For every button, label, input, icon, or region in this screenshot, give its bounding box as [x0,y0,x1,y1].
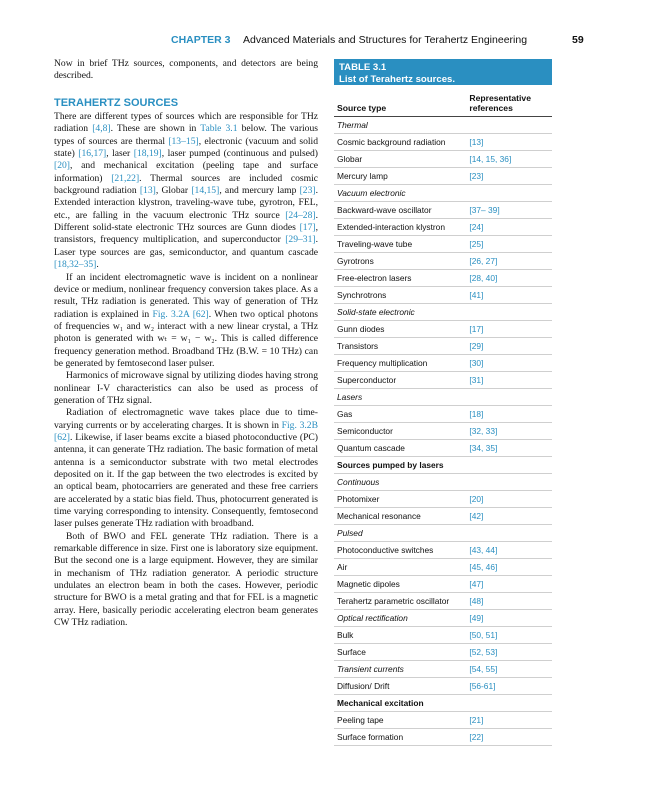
sources-table [334,59,552,746]
paragraph-text: If an incident electromagnetic wave is incident on a nonlinear device or medium, nonlinear frequency conversion takes place. As a result, THz radiation is generated. This way of generation of THz radiation is explained in [54,271,318,320]
cell-source-type: Free-electron lasers [337,273,412,283]
cell-references: [31] [469,375,484,385]
citation-link[interactable]: Table 3.1 [200,123,238,135]
citation-link[interactable]: Fig. 3.2A [152,308,190,320]
table-row [334,559,552,576]
paragraph-text: , laser [106,148,134,160]
citation-link[interactable]: [13] [139,185,156,197]
chapter-label: CHAPTER 3 [171,34,231,46]
cell-references: [28, 40] [469,273,498,283]
paragraph-text: . Extended interaction klystron, traveling-wave tube, gyrotron, FEL, etc., are falling in the vacuum electronic THz source [54,185,318,221]
table-row [334,304,552,321]
intro-paragraph: Now in brief THz sources, components, and detectors are being described. [54,58,318,82]
citation-link[interactable]: [23] [299,185,316,197]
cell-references: [22] [469,732,484,742]
table-row [334,355,552,372]
cell-source-type: Bulk [337,630,354,640]
cell-source-type: Transient currents [337,664,404,674]
citation-link[interactable]: [24–28] [285,209,316,221]
citation-link[interactable]: [13–15] [168,135,199,147]
chapter-title: Advanced Materials and Structures for Terahertz Engineering [243,34,528,46]
paragraph-text: . Different solid-state electronic THz sources are Gunn diodes [54,209,318,234]
table-row [334,440,552,457]
table-body [334,117,552,746]
cell-references: [43, 44] [469,545,498,555]
table-row [334,134,552,151]
paragraph-text: , laser pumped (continuous and pulsed) [161,148,318,160]
cell-source-type: Photomixer [337,494,380,504]
cell-references: [20] [469,494,484,504]
table-row [334,117,552,134]
cell-references: [56-61] [469,681,496,691]
cell-references: [13] [469,137,484,147]
cell-references [469,460,549,470]
cell-references: [32, 33] [469,426,498,436]
cell-source-type: Gas [337,409,353,419]
cell-source-type: Continuous [337,477,380,487]
cell-references: [23] [469,171,484,181]
cell-references: [25] [469,239,484,249]
table-row [334,525,552,542]
table-caption [334,59,552,85]
cell-source-type: Diffusion/ Drift [337,681,390,691]
cell-references: [45, 46] [469,562,498,572]
cell-references: [18] [469,409,484,419]
cell-references: [41] [469,290,484,300]
paragraph-text: , Globar [155,185,192,197]
cell-references: [29] [469,341,484,351]
citation-link[interactable]: [17] [299,222,316,234]
paragraph-5: Both of BWO and FEL generate THz radiation. There is a remarkable difference in size. First one is laboratory size equipment. But the second one is a large equipment. However, they are similar in mechanism of THz radiation generator. A periodic structure undulates an electron beam in both the cases. However, periodic structure for BWO is a metal grating and that for FEL is a magnetic array. Here, basically periodic accelerating electron beam generates CW THz radiation. [54,530,318,629]
cell-source-type: Mechanical excitation [337,698,424,708]
cell-source-type: Mercury lamp [337,171,388,181]
table-row [334,389,552,406]
cell-references [469,120,549,130]
citation-link[interactable]: [29–31] [285,234,316,246]
col-header-refs: Representative references [469,93,531,113]
table-row [334,627,552,644]
table-label: TABLE 3.1 [339,62,387,73]
cell-source-type: Backward-wave oscillator [337,205,432,215]
table-row [334,610,552,627]
table-title: List of Terahertz sources. [339,74,456,85]
cell-source-type: Sources pumped by lasers [337,460,444,470]
table-row [334,576,552,593]
cell-source-type: Magnetic dipoles [337,579,400,589]
cell-source-type: Cosmic background radiation [337,137,446,147]
cell-source-type: Traveling-wave tube [337,239,413,249]
page-number: 59 [572,34,584,46]
cell-source-type: Solid-state electronic [337,307,415,317]
cell-references: [52, 53] [469,647,498,657]
running-header [0,34,648,48]
cell-source-type: Optical rectification [337,613,408,623]
cell-source-type: Pulsed [337,528,363,538]
cell-source-type: Synchrotrons [337,290,387,300]
table-row [334,270,552,287]
cell-source-type: Thermal [337,120,368,130]
table-row [334,253,552,270]
table-header-row [334,85,552,117]
table-row [334,491,552,508]
table-row [334,593,552,610]
paragraph-text: , transistors, frequency multiplication, and superconductor [54,222,318,246]
table-row [334,661,552,678]
paragraph-text: , and mercury lamp [219,185,300,197]
cell-references: [47] [469,579,484,589]
table-row [334,712,552,729]
cell-references [469,477,549,487]
paragraph-text: below. The various types of sources are thermal [54,123,319,147]
cell-source-type: Mechanical resonance [337,511,421,521]
col-header-source: Source type [337,103,387,113]
citation-link[interactable]: [18,32–35] [54,259,97,271]
paragraph-text: , and mechanical excitation (peeling tape and surface information) [54,160,318,184]
cell-source-type: Semiconductor [337,426,393,436]
cell-references: [37– 39] [469,205,500,215]
cell-source-type: Lasers [337,392,363,402]
paragraph-text: . Laser type sources are gas, semiconductor, and quantum cascade [54,234,318,258]
citation-link[interactable]: [14,15] [191,185,220,197]
paragraph-text: , electronic (vacuum and solid state) [54,135,318,160]
cell-references: [42] [469,511,484,521]
table-row [334,236,552,253]
paragraph-4 [54,407,318,530]
cell-references: [48] [469,596,484,606]
table-row [334,321,552,338]
table-row [334,219,552,236]
cell-references [469,528,549,538]
cell-source-type: Surface formation [337,732,404,742]
table-row [334,372,552,389]
cell-source-type: Surface [337,647,366,657]
cell-references: [49] [469,613,484,623]
citation-link[interactable]: [16,17] [78,148,107,160]
paragraph-text: . These are shown in [110,123,201,135]
cell-references: [24] [469,222,484,232]
cell-references: [54, 55] [469,664,498,674]
paragraph-text: There are different types of sources which are responsible for THz radiation [54,111,318,135]
cell-source-type: Gyrotrons [337,256,374,266]
cell-source-type: Frequency multiplication [337,358,428,368]
paragraph-text: . [96,259,99,271]
cell-references: [50, 51] [469,630,498,640]
citation-link[interactable]: [62] [192,308,209,320]
citation-link[interactable]: [18,19] [133,148,162,160]
paragraph-text: . Likewise, if laser beams excite a biased photoconductive (PC) antenna, it can generate THz radiation. The basic formation of metal antenna is a semiconductor substrate with two metal electrodes deposited on it. If the gap between the two electrodes is excited by an optical beam, photocarriers are generated and these free carriers are accelerated by a static bias field. Thus, photocurrent generated is time varying corresponding to intensity. Consequently, femtosecond laser pulses generate THz radiation with broadband. [54,431,318,530]
cell-references: [34, 35] [469,443,498,453]
table-row [334,287,552,304]
paragraph-text: Radiation of electromagnetic wave takes place due to time-varying currents or by accelerating charges. It is shown in [54,407,318,431]
table-row [334,695,552,712]
cell-source-type: Vacuum electronic [337,188,406,198]
table-row [334,338,552,355]
table-row [334,508,552,525]
cell-source-type: Globar [337,154,363,164]
cell-references: [17] [469,324,484,334]
paragraph-text: . Thermal sources are included cosmic background radiation [54,172,319,197]
cell-source-type: Quantum cascade [337,443,405,453]
cell-references [469,307,549,317]
cell-source-type: Photoconductive switches [337,545,434,555]
citation-link[interactable]: [62] [54,431,70,443]
table-row [334,457,552,474]
table-row [334,168,552,185]
cell-references [469,392,549,402]
cell-references: [30] [469,358,484,368]
cell-source-type: Extended-interaction klystron [337,222,445,232]
section-heading: TERAHERTZ SOURCES [54,96,179,109]
paragraph-3: Harmonics of microwave signal by utilizing diodes having strong nonlinear I-V characteristics can also be used as process of generation of THz signal. [54,370,318,406]
cell-references [469,188,549,198]
cell-source-type: Gunn diodes [337,324,385,334]
cell-references: [14, 15, 36] [469,154,512,164]
cell-source-type: Superconductor [337,375,397,385]
cell-source-type: Air [337,562,348,572]
cell-source-type: Terahertz parametric oscillator [337,596,450,606]
citation-link[interactable]: [21,22] [111,172,140,184]
table-row [334,542,552,559]
citation-link[interactable]: [4,8] [92,123,111,135]
cell-source-type: Peeling tape [337,715,384,725]
citation-link[interactable]: [20] [54,160,70,172]
citation-link[interactable]: Fig. 3.2B [281,419,318,431]
table-row [334,185,552,202]
body-column [54,58,318,629]
cell-references: [26, 27] [469,256,498,266]
paragraph-1 [54,111,318,271]
cell-references: [21] [469,715,484,725]
table-row [334,644,552,661]
table-row [334,151,552,168]
cell-references [469,698,549,708]
table-row [334,678,552,695]
table-row [334,729,552,746]
table-row [334,202,552,219]
paragraph-2 [54,272,318,371]
table-row [334,423,552,440]
table-row [334,474,552,491]
paragraph-text: . When two optical photons of frequencies w₁ and w₂ interact with a new linear crystal, a THz photon is generated with wₜ = w₁ − w₂. This is called difference frequency generation method. Broadband THz (B.W. = 10 THz) can be generated by femtosecond laser pulser. [54,308,318,369]
table-row [334,406,552,423]
cell-source-type: Transistors [337,341,379,351]
